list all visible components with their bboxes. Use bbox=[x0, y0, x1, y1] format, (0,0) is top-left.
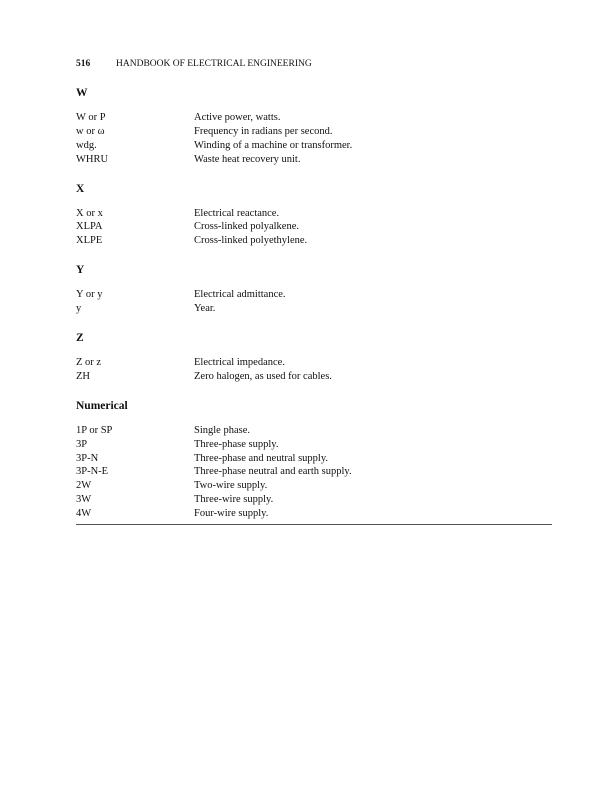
glossary-entry bbox=[76, 302, 552, 316]
entry-definition: Active power, watts. bbox=[194, 112, 281, 123]
glossary-entry bbox=[76, 111, 552, 125]
entry-term: 2W bbox=[76, 480, 92, 492]
glossary-entry bbox=[76, 479, 552, 493]
entry-definition: Electrical impedance. bbox=[194, 357, 285, 369]
entry-definition: Year. bbox=[194, 303, 216, 315]
glossary-section bbox=[76, 182, 552, 249]
entry-definition: Frequency in radians per second. bbox=[194, 125, 333, 137]
entry-term: Y or y bbox=[76, 289, 103, 301]
entry-term: 3P bbox=[76, 438, 88, 450]
glossary-entry bbox=[76, 493, 552, 507]
entry-list bbox=[76, 356, 552, 384]
entry-definition: Zero halogen, as used for cables. bbox=[194, 370, 332, 382]
entry-term: y bbox=[76, 303, 82, 315]
section-heading: Numerical bbox=[76, 399, 128, 412]
glossary-entry bbox=[76, 234, 552, 248]
section-heading: W bbox=[76, 87, 88, 99]
running-header bbox=[76, 57, 552, 71]
entry-definition: Cross-linked polyethylene. bbox=[194, 235, 308, 247]
entry-definition: Cross-linked polyalkene. bbox=[194, 221, 299, 233]
entry-definition: Electrical admittance. bbox=[194, 289, 286, 301]
glossary-entry bbox=[76, 139, 552, 153]
glossary-section bbox=[76, 331, 552, 384]
entry-term: wdg. bbox=[76, 139, 97, 151]
entry-definition: Waste heat recovery unit. bbox=[194, 153, 301, 165]
entry-definition: Single phase. bbox=[194, 424, 250, 436]
entry-definition: Four-wire supply. bbox=[194, 508, 269, 520]
glossary-entry bbox=[76, 424, 552, 438]
entry-term: W or P bbox=[76, 112, 106, 123]
entry-definition: Winding of a machine or transformer. bbox=[194, 139, 353, 151]
glossary-entry bbox=[76, 356, 552, 370]
glossary-entry bbox=[76, 153, 552, 167]
entry-definition: Three-phase and neutral supply. bbox=[194, 452, 329, 464]
section-heading: Y bbox=[76, 264, 85, 277]
end-rule bbox=[76, 524, 552, 525]
book-title: HANDBOOK OF ELECTRICAL ENGINEERING bbox=[116, 59, 312, 69]
entry-term: 3W bbox=[76, 494, 92, 506]
entry-term: X or x bbox=[76, 207, 103, 219]
entry-list bbox=[76, 207, 552, 249]
entry-list bbox=[76, 424, 552, 521]
entry-term: ZH bbox=[76, 370, 90, 382]
entry-term: XLPE bbox=[76, 235, 103, 247]
document-page bbox=[76, 57, 552, 525]
glossary-section bbox=[76, 399, 552, 521]
entry-term: 1P or SP bbox=[76, 424, 113, 436]
glossary-section bbox=[76, 263, 552, 316]
section-heading: Z bbox=[76, 332, 84, 345]
glossary-entry bbox=[76, 507, 552, 521]
entry-term: 4W bbox=[76, 508, 92, 520]
glossary-entry bbox=[76, 207, 552, 221]
entry-term: WHRU bbox=[76, 153, 109, 165]
section-heading: X bbox=[76, 182, 85, 195]
glossary-entry bbox=[76, 125, 552, 139]
glossary-entry bbox=[76, 370, 552, 384]
entry-term: 3P-N bbox=[76, 452, 99, 464]
entry-term: Z or z bbox=[76, 357, 102, 369]
entry-term: w or ω bbox=[76, 125, 105, 137]
glossary-entry bbox=[76, 288, 552, 302]
entry-list bbox=[76, 288, 552, 316]
entry-definition: Three-phase neutral and earth supply. bbox=[194, 466, 352, 478]
glossary-entry bbox=[76, 465, 552, 479]
glossary-entry bbox=[76, 452, 552, 466]
glossary-entry bbox=[76, 220, 552, 234]
entry-definition: Three-phase supply. bbox=[194, 438, 279, 450]
entry-list bbox=[76, 111, 552, 167]
glossary-entry bbox=[76, 438, 552, 452]
entry-term: XLPA bbox=[76, 221, 103, 233]
entry-definition: Two-wire supply. bbox=[194, 480, 268, 492]
glossary-section bbox=[76, 86, 552, 167]
page-number: 516 bbox=[76, 59, 91, 69]
entry-definition: Three-wire supply. bbox=[194, 494, 274, 506]
entry-definition: Electrical reactance. bbox=[194, 207, 280, 219]
entry-term: 3P-N-E bbox=[76, 466, 109, 478]
glossary-sections bbox=[76, 86, 552, 521]
